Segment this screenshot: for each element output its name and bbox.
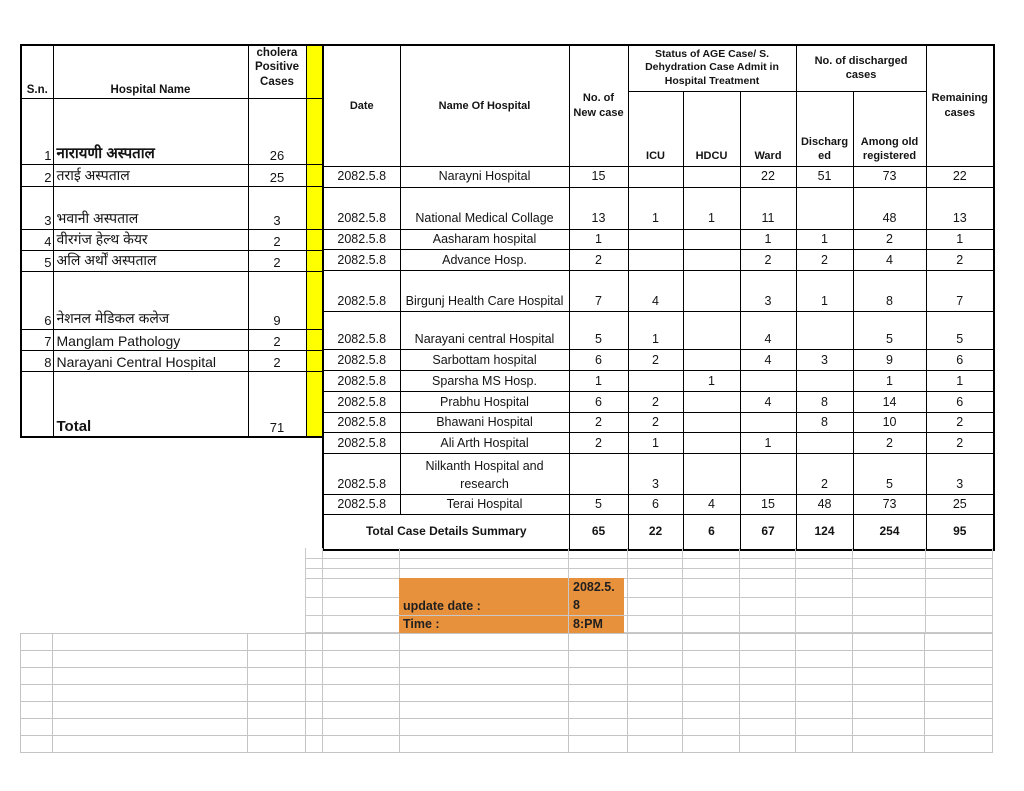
cell-discharged — [796, 311, 853, 349]
cell-new_cases: 1 — [569, 229, 628, 249]
cell-date: 2082.5.8 — [323, 412, 400, 432]
cell-ward: 4 — [740, 391, 796, 412]
cell-cases: 25 — [248, 164, 306, 186]
cell-sn: 8 — [21, 350, 53, 371]
cell-new_cases: 2 — [569, 412, 628, 432]
cell-new_cases — [569, 453, 628, 494]
cell-hdcu — [683, 270, 740, 311]
cell-remaining: 3 — [926, 453, 994, 494]
cell-hdcu — [683, 166, 740, 187]
cell-among_old: 9 — [853, 349, 926, 370]
summary-row — [323, 514, 994, 550]
cell-discharged: 2 — [796, 249, 853, 270]
cell-remaining: 6 — [926, 349, 994, 370]
cell-ward: 4 — [740, 311, 796, 349]
cholera-positive-cases-table — [20, 44, 324, 438]
cell-among_old: 5 — [853, 453, 926, 494]
total-value: 71 — [248, 371, 306, 437]
cell-hospital: National Medical Collage — [400, 187, 569, 229]
cell-date: 2082.5.8 — [323, 432, 400, 453]
cell-discharged: 2 — [796, 453, 853, 494]
cell-remaining: 2 — [926, 412, 994, 432]
cell-hdcu — [683, 249, 740, 270]
cell-date: 2082.5.8 — [323, 494, 400, 514]
cell-icu: 2 — [628, 412, 683, 432]
cell-among_old: 73 — [853, 494, 926, 514]
cell-date: 2082.5.8 — [323, 391, 400, 412]
col-header-sn: S.n. — [21, 45, 53, 98]
summary-label: Total Case Details Summary — [323, 514, 569, 550]
left-header-row — [21, 45, 323, 98]
time-value: 8:PM — [569, 616, 624, 633]
cell-sn: 2 — [21, 164, 53, 186]
table-row — [323, 453, 994, 494]
cell-yellow — [306, 164, 323, 186]
yellow-highlight-column — [306, 371, 323, 437]
cell-hospital: Bhawani Hospital — [400, 412, 569, 432]
cell-cases: 2 — [248, 329, 306, 350]
cell-discharged: 1 — [796, 229, 853, 249]
table-row — [323, 187, 994, 229]
cell-date: 2082.5.8 — [323, 270, 400, 311]
col-header-date: Date — [323, 45, 400, 166]
cell-ward: 15 — [740, 494, 796, 514]
right-table-summary — [323, 514, 994, 550]
cell-icu: 2 — [628, 349, 683, 370]
table-row — [323, 270, 994, 311]
cell-hospital: Ali Arth Hospital — [400, 432, 569, 453]
table-row — [21, 229, 323, 250]
table-row — [323, 432, 994, 453]
cell-discharged — [796, 187, 853, 229]
cell-date: 2082.5.8 — [323, 311, 400, 349]
cell-date: 2082.5.8 — [323, 453, 400, 494]
table-row — [21, 250, 323, 271]
table-row — [21, 98, 323, 164]
table-row — [323, 311, 994, 349]
col-header-hdcu: HDCU — [683, 91, 740, 166]
summary-new-cases: 65 — [569, 514, 628, 550]
table-row — [323, 494, 994, 514]
cell-remaining: 2 — [926, 249, 994, 270]
cell-new_cases: 7 — [569, 270, 628, 311]
cell-new_cases: 1 — [569, 370, 628, 391]
summary-ward: 67 — [740, 514, 796, 550]
cell-yellow — [306, 250, 323, 271]
total-label: Total — [53, 371, 248, 437]
cell-new_cases: 5 — [569, 311, 628, 349]
cell-name: Manglam Pathology — [53, 329, 248, 350]
cell-yellow — [306, 98, 323, 164]
daily-case-details-table — [322, 44, 995, 551]
cell-remaining: 13 — [926, 187, 994, 229]
right-table-body — [323, 166, 994, 514]
cell-date: 2082.5.8 — [323, 187, 400, 229]
cell-remaining: 5 — [926, 311, 994, 349]
cell-ward: 11 — [740, 187, 796, 229]
cell-yellow — [306, 329, 323, 350]
left-table-header — [21, 45, 323, 98]
table-row — [323, 229, 994, 249]
cell-ward: 22 — [740, 166, 796, 187]
cell-cases: 2 — [248, 250, 306, 271]
cell-name: वीरगंज हेल्थ केयर — [53, 229, 248, 250]
table-row — [323, 412, 994, 432]
col-header-cholera-cases: cholera Positive Cases — [248, 45, 306, 98]
cell-date: 2082.5.8 — [323, 166, 400, 187]
cell-name: Narayani Central Hospital — [53, 350, 248, 371]
table-row — [21, 164, 323, 186]
cell-among_old: 2 — [853, 432, 926, 453]
cell-remaining: 6 — [926, 391, 994, 412]
time-label: Time : — [399, 616, 568, 633]
empty-spreadsheet-grid-bottom — [20, 633, 993, 753]
cell-new_cases: 5 — [569, 494, 628, 514]
col-header-discharged: Discharged — [796, 91, 853, 166]
cell-ward — [740, 453, 796, 494]
cell-name: भवानी अस्पताल — [53, 186, 248, 229]
cell-among_old: 8 — [853, 270, 926, 311]
cell-among_old: 48 — [853, 187, 926, 229]
cell-sn: 5 — [21, 250, 53, 271]
cell-discharged: 48 — [796, 494, 853, 514]
cell-ward: 4 — [740, 349, 796, 370]
cell-remaining: 2 — [926, 432, 994, 453]
cell-yellow — [306, 229, 323, 250]
cell-name: नेशनल मेडिकल कलेज — [53, 271, 248, 329]
cell-yellow — [306, 271, 323, 329]
cell-hospital: Narayani central Hospital — [400, 311, 569, 349]
cell-cases: 3 — [248, 186, 306, 229]
col-header-among-old: Among old registered — [853, 91, 926, 166]
cell-hdcu — [683, 391, 740, 412]
cell-hdcu: 4 — [683, 494, 740, 514]
cell-remaining: 22 — [926, 166, 994, 187]
cell-icu: 1 — [628, 432, 683, 453]
cell-hdcu: 1 — [683, 187, 740, 229]
cell-among_old: 5 — [853, 311, 926, 349]
cell-hospital: Nilkanth Hospital and research — [400, 453, 569, 494]
cell-cases: 2 — [248, 350, 306, 371]
group-header-discharged: No. of discharged cases — [796, 45, 926, 91]
cell-yellow — [306, 186, 323, 229]
cell-icu: 2 — [628, 391, 683, 412]
table-row — [21, 271, 323, 329]
cell-hospital: Sparsha MS Hosp. — [400, 370, 569, 391]
table-row — [21, 350, 323, 371]
table-row — [323, 249, 994, 270]
cell-hdcu — [683, 311, 740, 349]
left-table-total — [21, 371, 323, 437]
col-header-icu: ICU — [628, 91, 683, 166]
col-header-new-cases: No. of New case — [569, 45, 628, 166]
cell-discharged: 1 — [796, 270, 853, 311]
cell-among_old: 2 — [853, 229, 926, 249]
cell-ward: 3 — [740, 270, 796, 311]
summary-hdcu: 6 — [683, 514, 740, 550]
cell-yellow — [306, 350, 323, 371]
cell-icu: 1 — [628, 311, 683, 349]
cell-icu — [628, 166, 683, 187]
cell-name: नारायणी अस्पताल — [53, 98, 248, 164]
cell-icu — [628, 370, 683, 391]
cell-sn: 7 — [21, 329, 53, 350]
cell-sn: 6 — [21, 271, 53, 329]
total-row — [21, 371, 323, 437]
cell-hospital: Terai Hospital — [400, 494, 569, 514]
cell-icu — [628, 229, 683, 249]
cell-sn — [21, 371, 53, 437]
cell-discharged: 8 — [796, 412, 853, 432]
cell-cases: 26 — [248, 98, 306, 164]
cell-icu: 6 — [628, 494, 683, 514]
cell-new_cases: 6 — [569, 349, 628, 370]
cell-among_old: 73 — [853, 166, 926, 187]
cell-remaining: 1 — [926, 229, 994, 249]
cell-discharged — [796, 370, 853, 391]
cell-new_cases: 15 — [569, 166, 628, 187]
cell-among_old: 10 — [853, 412, 926, 432]
update-date-label: update date : — [399, 578, 568, 615]
cell-date: 2082.5.8 — [323, 249, 400, 270]
table-row — [21, 329, 323, 350]
cell-hospital: Birgunj Health Care Hospital — [400, 270, 569, 311]
cell-icu — [628, 249, 683, 270]
cell-among_old: 4 — [853, 249, 926, 270]
table-row — [21, 186, 323, 229]
table-row — [323, 166, 994, 187]
cell-icu: 3 — [628, 453, 683, 494]
summary-among-old: 254 — [853, 514, 926, 550]
cell-discharged — [796, 432, 853, 453]
cell-date: 2082.5.8 — [323, 349, 400, 370]
cell-hospital: Advance Hosp. — [400, 249, 569, 270]
cell-sn: 3 — [21, 186, 53, 229]
col-header-remaining: Remaining cases — [926, 45, 994, 166]
cell-ward: 1 — [740, 432, 796, 453]
cell-discharged: 51 — [796, 166, 853, 187]
col-header-hospital: Name Of Hospital — [400, 45, 569, 166]
table-row — [323, 370, 994, 391]
cell-hdcu — [683, 412, 740, 432]
cell-remaining: 25 — [926, 494, 994, 514]
cell-name: अलि अर्थों अस्पताल — [53, 250, 248, 271]
cell-among_old: 1 — [853, 370, 926, 391]
cell-hospital: Sarbottam hospital — [400, 349, 569, 370]
cell-remaining: 1 — [926, 370, 994, 391]
cell-new_cases: 6 — [569, 391, 628, 412]
cell-hospital: Narayni Hospital — [400, 166, 569, 187]
cell-sn: 1 — [21, 98, 53, 164]
cell-hospital: Prabhu Hospital — [400, 391, 569, 412]
cell-new_cases: 2 — [569, 432, 628, 453]
cell-hdcu — [683, 453, 740, 494]
summary-remaining: 95 — [926, 514, 994, 550]
right-table-header — [323, 45, 994, 166]
left-table-body — [21, 98, 323, 371]
cell-ward: 1 — [740, 229, 796, 249]
cell-hdcu — [683, 349, 740, 370]
cell-discharged: 8 — [796, 391, 853, 412]
col-header-hospital-name: Hospital Name — [53, 45, 248, 98]
cell-new_cases: 2 — [569, 249, 628, 270]
group-header-row — [323, 45, 994, 91]
summary-icu: 22 — [628, 514, 683, 550]
table-row — [323, 391, 994, 412]
cell-remaining: 7 — [926, 270, 994, 311]
cell-date: 2082.5.8 — [323, 229, 400, 249]
cell-among_old: 14 — [853, 391, 926, 412]
cell-date: 2082.5.8 — [323, 370, 400, 391]
col-header-ward: Ward — [740, 91, 796, 166]
cell-discharged: 3 — [796, 349, 853, 370]
cell-cases: 9 — [248, 271, 306, 329]
cell-hdcu — [683, 432, 740, 453]
cell-sn: 4 — [21, 229, 53, 250]
cell-hdcu — [683, 229, 740, 249]
cell-icu: 4 — [628, 270, 683, 311]
cell-hdcu: 1 — [683, 370, 740, 391]
cell-hospital: Aasharam hospital — [400, 229, 569, 249]
cell-ward: 2 — [740, 249, 796, 270]
group-header-age-status: Status of AGE Case/ S. Dehydration Case Admit in Hospital Treatment — [628, 45, 796, 91]
yellow-highlight-column — [306, 45, 323, 98]
summary-discharged: 124 — [796, 514, 853, 550]
update-date-value: 2082.5.8 — [569, 578, 624, 615]
cell-ward — [740, 412, 796, 432]
cell-icu: 1 — [628, 187, 683, 229]
cell-ward — [740, 370, 796, 391]
cell-new_cases: 13 — [569, 187, 628, 229]
cell-name: तराई अस्पताल — [53, 164, 248, 186]
table-row — [323, 349, 994, 370]
cell-cases: 2 — [248, 229, 306, 250]
